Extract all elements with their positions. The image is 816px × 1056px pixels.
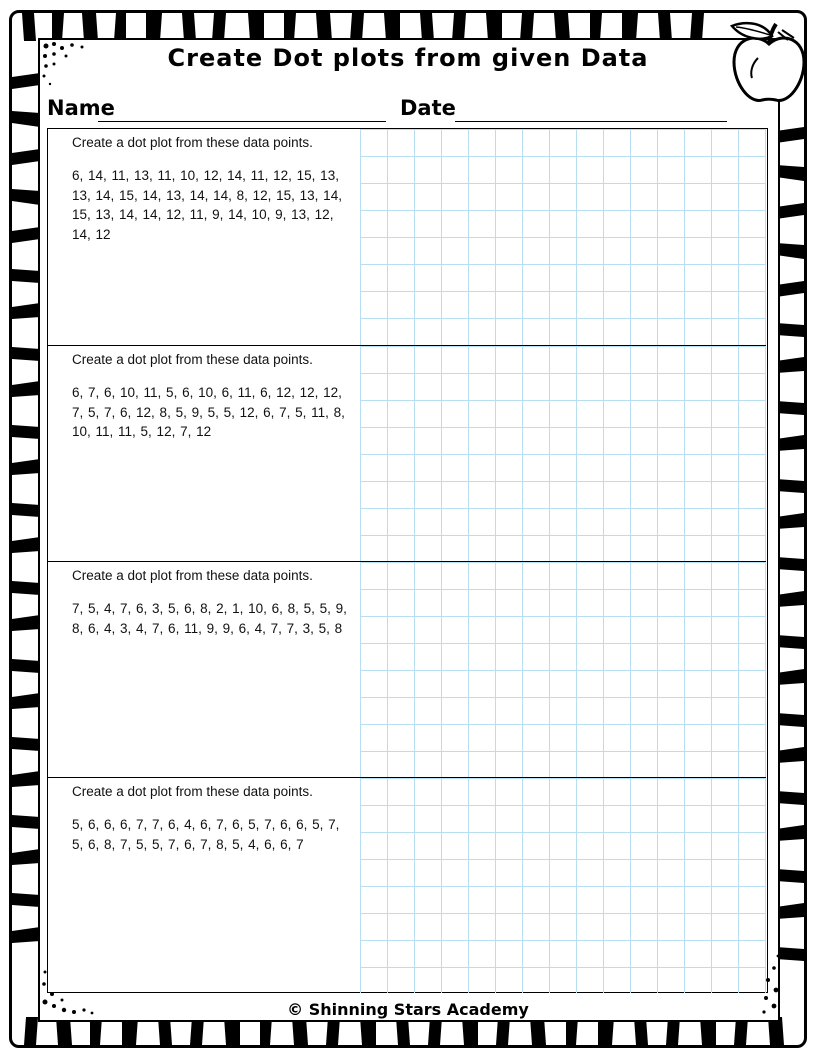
problem-2-text (72, 352, 352, 442)
date-label: Date (400, 96, 456, 120)
problem-4-text (72, 784, 352, 854)
worksheet-title: Create Dot plots from given Data (167, 44, 649, 72)
problem-1-text (72, 135, 352, 244)
problem-2 (48, 345, 766, 561)
problem-3-text (72, 568, 352, 638)
copyright-footer: © Shinning Stars Academy (287, 1000, 529, 1019)
problem-3-grid[interactable] (360, 562, 766, 777)
problem-table (47, 128, 768, 993)
problem-1 (48, 129, 766, 345)
problem-2-instruction: Create a dot plot from these data points. (72, 352, 313, 367)
name-label: Name (47, 96, 115, 120)
problem-2-data: 6, 7, 6, 10, 11, 5, 6, 10, 6, 11, 6, 12, 12, 12, 7, 5, 7, 6, 12, 8, 5, 9, 5, 5, 12, 6, 7, 5, 11, 8, 10, 11, 11, 5, 12, 7, 12 (72, 385, 345, 439)
problem-4-grid[interactable] (360, 778, 766, 993)
problem-4 (48, 777, 766, 993)
problem-3-data: 7, 5, 4, 7, 6, 3, 5, 6, 8, 2, 1, 10, 6, 8, 5, 5, 9, 8, 6, 4, 3, 4, 7, 6, 11, 9, 9, 6, 4, 7, 7, 3, 5, 8 (72, 601, 347, 636)
problem-2-grid[interactable] (360, 346, 766, 561)
problem-1-instruction: Create a dot plot from these data points. (72, 135, 313, 150)
problem-1-grid[interactable] (360, 129, 766, 345)
problem-1-data: 6, 14, 11, 13, 11, 10, 12, 14, 11, 12, 15, 13, 13, 14, 15, 14, 13, 14, 14, 8, 12, 15, 13, 14, 15, 13, 14, 14, 12, 11, 9, 14, 10, 9, 13, 12, 14, 12 (72, 168, 342, 242)
name-field[interactable] (98, 121, 386, 122)
problem-3 (48, 561, 766, 777)
problem-4-data: 5, 6, 6, 6, 7, 7, 6, 4, 6, 7, 6, 5, 7, 6, 6, 5, 7, 5, 6, 8, 7, 5, 5, 7, 6, 7, 8, 5, 4, 6, 6, 7 (72, 817, 340, 852)
problem-3-instruction: Create a dot plot from these data points. (72, 568, 313, 583)
date-field[interactable] (455, 121, 727, 122)
problem-4-instruction: Create a dot plot from these data points. (72, 784, 313, 799)
